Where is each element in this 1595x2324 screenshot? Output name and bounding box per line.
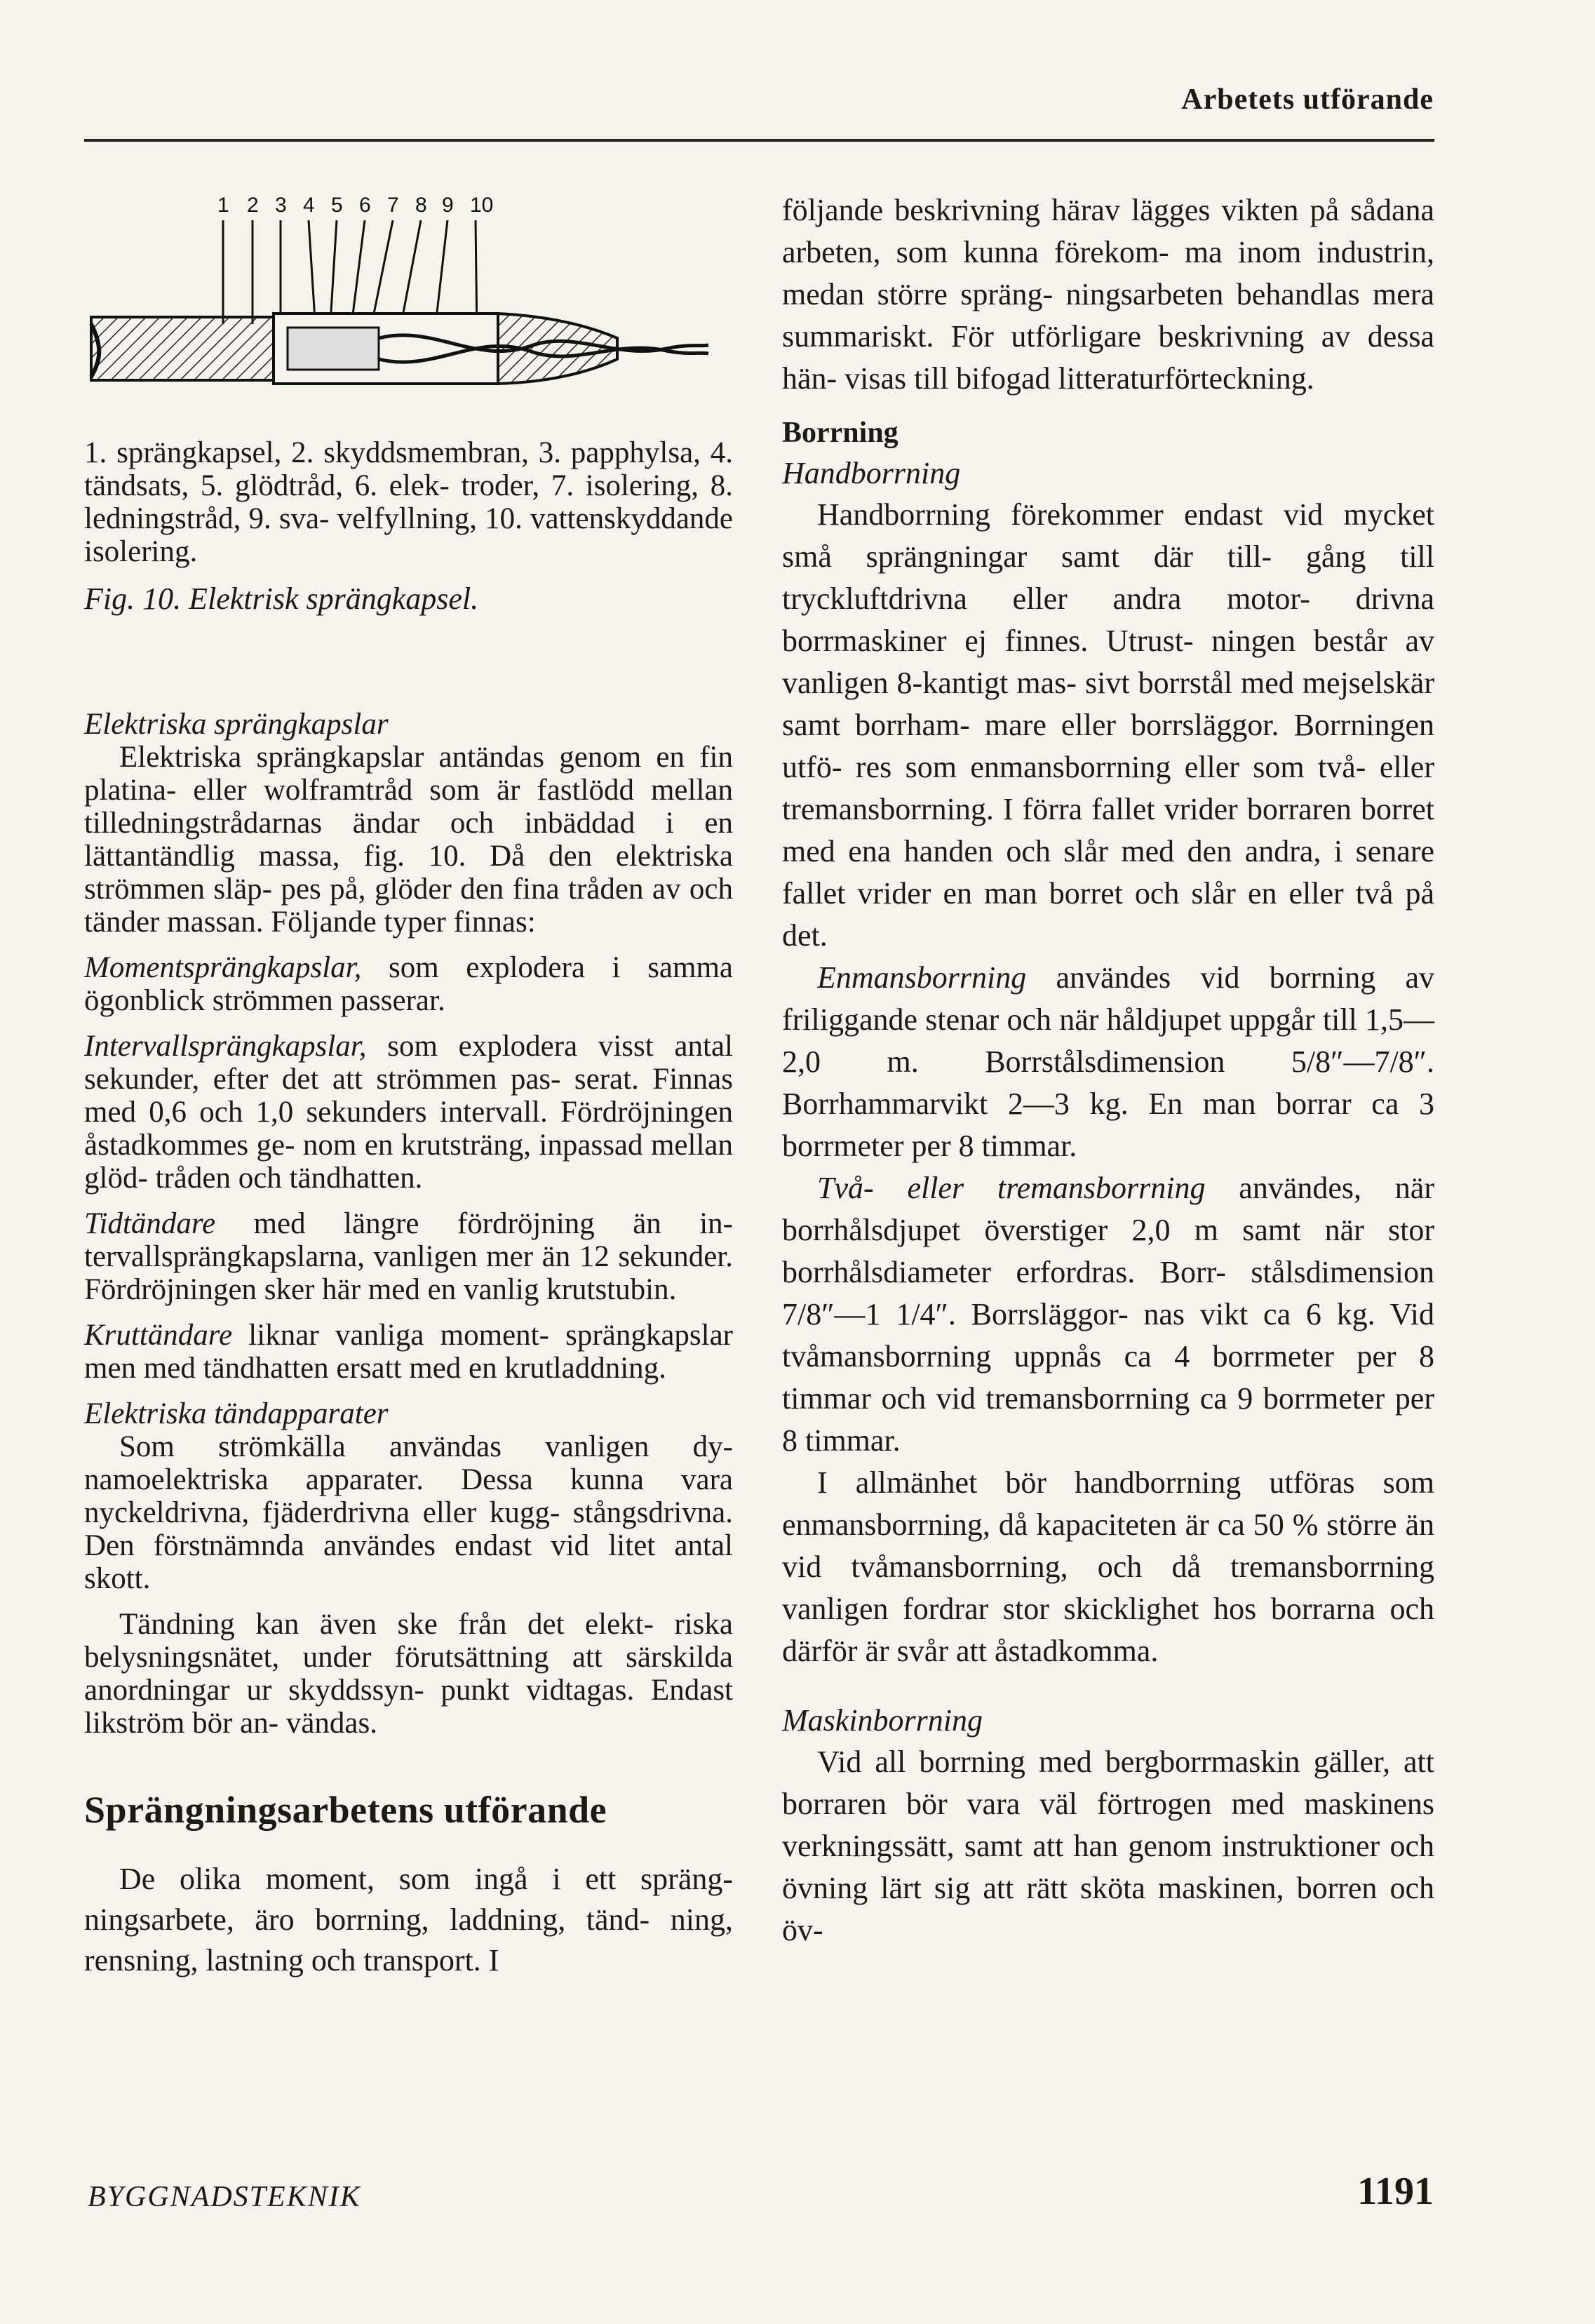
text-moment: som explodera i samma ögonblick strömmen passerar. xyxy=(84,951,733,1017)
paragraph-tand-2: Tändning kan även ske från det elekt- riska belysningsnätet, under förutsättning att särskilda anordningar ur skyddssyn- punkt vidtagas. Endast likström bör an- vändas. xyxy=(84,1608,733,1740)
paragraph-tid xyxy=(84,1207,733,1306)
term-enmans: Enmansborrning xyxy=(817,960,1027,995)
paragraph-section: De olika moment, som ingå i ett spräng- ningsarbete, äro borrning, laddning, tänd- ning, rensning, lastning och transport. I xyxy=(84,1862,733,1977)
term-tvamans: Två- eller tremansborrning xyxy=(817,1171,1206,1205)
text-tid: med längre fördröjning än in- tervallsprängkapslarna, vanligen mer än 12 sekunder. Fördröjningen sker här med en vanlig krutstubin. xyxy=(84,1207,733,1306)
callout-numbers xyxy=(217,194,493,217)
heading-maskinborrning: Maskinborrning xyxy=(782,1703,983,1738)
callout-10: 10 xyxy=(470,194,494,217)
text-interval: som explodera visst antal sekunder, efter det att strömmen pas- serat. Finnas med 0,6 och 1,0 sekunders intervall. Fördröjningen åstadkommes ge- nom en krutsträng, inpassad mellan glöd- tråden och tändhatten. xyxy=(84,1030,733,1195)
callout-5: 5 xyxy=(331,194,343,217)
paragraph-elektriska: Elektriska sprängkapslar antändas genom en fin platina- eller wolframtråd som är fastlödd mellan tilledningstrådarnas ändar och inbäddad i en lättantändlig massa, fig. 10. Då den elektriska strömmen släp- pes på, glöder den fina tråden av och tänder massan. Följande typer finnas: xyxy=(84,741,733,939)
heading-elektriska: Elektriska sprängkapslar xyxy=(84,708,389,741)
figure-legend: 1. sprängkapsel, 2. skyddsmembran, 3. papphylsa, 4. tändsats, 5. glödtråd, 6. elek- troder, 7. isolering, 8. ledningstråd, 9. sva- velfyllning, 10. vattenskyddande isolering. xyxy=(84,436,733,568)
heading-borrning: Borrning xyxy=(782,417,899,449)
paragraph-maskinborrning: Vid all borrning med bergborrmaskin gäller, att borraren bör vara väl förtrogen med maskinens verkningssätt, samt att han genom instruktioner och övning lärt sig att rätt sköta maskinen, borren och öv- xyxy=(782,1745,1434,1947)
footer-page-number: 1191 xyxy=(1357,2170,1434,2213)
term-moment: Momentsprängkapslar, xyxy=(84,951,362,984)
paragraph-krut xyxy=(84,1319,733,1385)
callout-2: 2 xyxy=(247,194,259,217)
detonator-diagram xyxy=(84,184,733,415)
callout-7: 7 xyxy=(387,194,399,217)
callout-1: 1 xyxy=(217,194,229,217)
callout-8: 8 xyxy=(415,194,427,217)
heading-tandapparater: Elektriska tändapparater xyxy=(84,1397,389,1430)
callout-3: 3 xyxy=(275,194,287,217)
paragraph-intro: följande beskrivning härav lägges vikten på sådana arbeten, som kunna förekom- ma inom industrin, medan större spräng- ningsarbeten behandlas mera summariskt. För utförligare beskrivning av dessa hän- visas till bifogad litteraturförteckning. xyxy=(782,193,1434,396)
callout-6: 6 xyxy=(359,194,371,217)
text-tvamans: användes, när borrhålsdjupet överstiger 2,0 m samt när stor borrhålsdiameter erfordras. Borr- stålsdimension 7/8″—1 1/4″. Borrsläggor- nas vikt ca 6 kg. Vid tvåmansborrning uppnås ca 4 borrmeter per 8 timmar och vid tremansborrning ca 9 borrmeter per 8 timmar. xyxy=(782,1171,1434,1458)
running-head: Arbetets utförande xyxy=(1181,83,1434,116)
text-enmans: användes vid borrning av friliggande stenar och när håldjupet uppgår till 1,5—2,0 m. Borrstålsdimension 5/8″—7/8″. Borrhammarvikt 2—3 kg. En man borrar ca 3 borrmeter per 8 timmar. xyxy=(782,960,1434,1163)
paragraph-enmans xyxy=(782,957,1434,1167)
term-krut: Kruttändare xyxy=(84,1319,233,1352)
paragraph-moment xyxy=(84,951,733,1017)
paragraph-interval xyxy=(84,1030,733,1195)
term-tid: Tidtändare xyxy=(84,1207,216,1240)
section-title: Sprängningsarbetens utförande xyxy=(84,1789,607,1831)
paragraph-handborrning: Handborrning förekommer endast vid mycket små sprängningar samt där till- gång till tryckluftdrivna eller andra motor- drivna borrmaskiner ej finnes. Utrust- ningen består av vanligen 8-kantigt mas- sivt borrstål med mejselskär samt borrham- mare eller borrsläggor. Borrningen utfö- res som enmansborrning eller som två- eller tremansborrning. I förra fallet vrider borraren borret med ena handen och slår med den andra, i senare fallet vrider en man borret och slår en eller två på det. xyxy=(782,497,1434,953)
figure-caption: Fig. 10. Elektrisk sprängkapsel. xyxy=(84,582,479,616)
footer-journal: BYGGNADSTEKNIK xyxy=(88,2181,361,2213)
header-rule xyxy=(84,139,1434,142)
right-column xyxy=(782,189,1434,1952)
left-column xyxy=(84,184,733,1981)
term-interval: Intervallsprängkapslar, xyxy=(84,1030,367,1063)
capsule-body xyxy=(91,314,708,384)
paragraph-tvamans xyxy=(782,1167,1434,1462)
callout-9: 9 xyxy=(442,194,454,217)
paragraph-allmanhet: I allmänhet bör handborrning utföras som enmansborrning, då kapaciteten är ca 50 % större än vid tvåmansborrning, och då tremansborrning vanligen fordrar stor skicklighet hos borrarna och därför är svår att åstadkomma. xyxy=(782,1465,1434,1668)
heading-handborrning: Handborrning xyxy=(782,456,961,490)
paragraph-tand-1: Som strömkälla användas vanligen dy- namoelektriska apparater. Dessa kunna vara nyckeldrivna, fjäderdrivna eller kugg- stångsdrivna. Den förstnämnda användes endast vid litet antal skott. xyxy=(84,1430,733,1595)
callout-4: 4 xyxy=(303,194,315,217)
text-krut: liknar vanliga moment- sprängkapslar men med tändhatten ersatt med en krutladdning. xyxy=(84,1319,733,1385)
